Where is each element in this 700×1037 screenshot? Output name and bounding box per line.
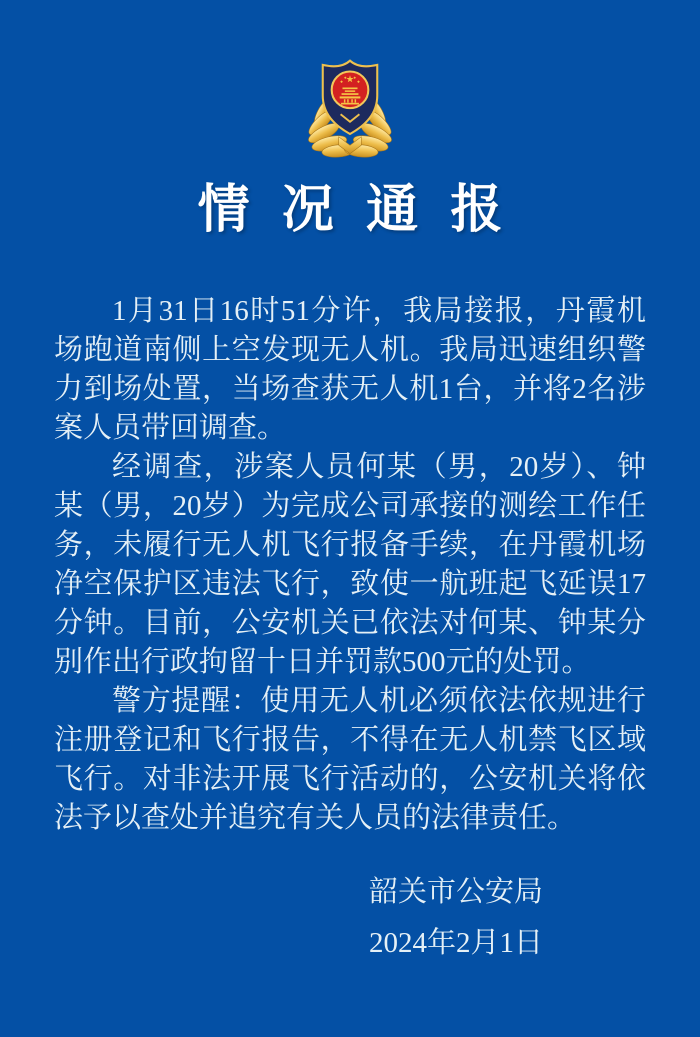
police-emblem-svg bbox=[303, 56, 397, 165]
signature-block bbox=[336, 873, 576, 963]
notice-paragraph-3: 警方提醒：使用无人机必须依法依规进行注册登记和飞行报告，不得在无人机禁飞区域飞行。对非法开展飞行活动的，公安机关将依法予以查处并追究有关人员的法律责任。 bbox=[54, 685, 646, 834]
notice-title: 情况通报 bbox=[197, 182, 535, 239]
notice-paragraph-2: 经调查，涉案人员何某（男，20岁）、钟某（男，20岁）为完成公司承接的测绘工作任务，未履行无人机飞行报备手续，在丹霞机场净空保护区违法飞行，致使一航班起飞延误17分钟。目前，公安机关已依法对何某、钟某分别作出行政拘留十日并罚款500元的处罚。 bbox=[54, 451, 646, 678]
issuing-authority: 韶关市公安局 bbox=[368, 876, 543, 908]
notice-date: 2024年2月1日 bbox=[368, 927, 543, 959]
notice-body bbox=[54, 292, 646, 838]
notice-paragraph-1: 1月31日16时51分许，我局接报，丹霞机场跑道南侧上空发现无人机。我局迅速组织警力到场处置，当场查获无人机1台，并将2名涉案人员带回调查。 bbox=[54, 295, 646, 444]
police-emblem-icon bbox=[0, 0, 700, 165]
